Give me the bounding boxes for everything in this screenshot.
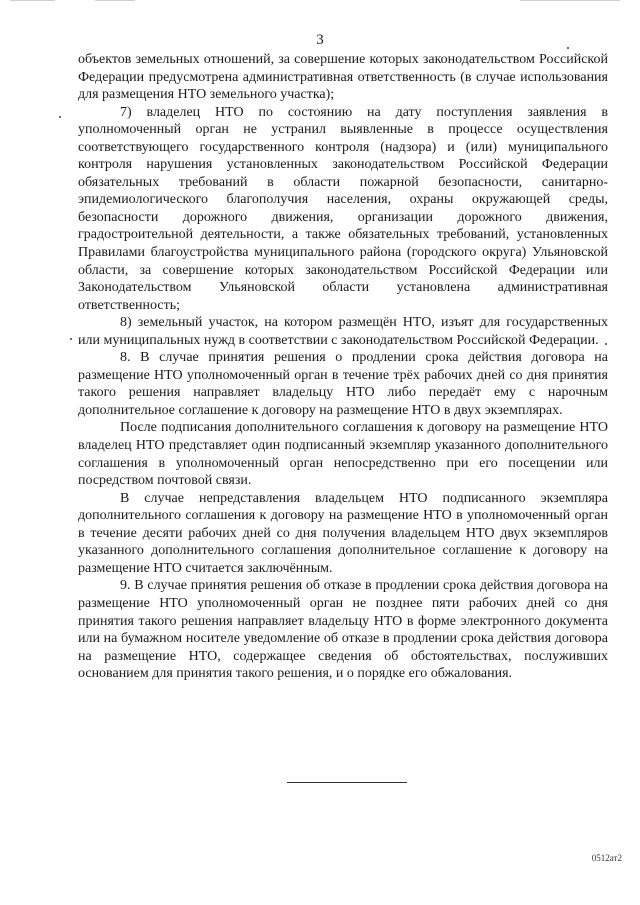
paragraph-clause-8: 8. В случае принятия решения о продлении срока действия договора на размещение НТО уполномоченный орган в течение трёх рабочих дней со дня принятия такого решения направляет владельцу НТО либо передаёт ему с нарочным дополнительное соглашение к договору на размещение НТО в двух экземплярах. <box>78 350 608 418</box>
paragraph-clause-9: 9. В случае принятия решения об отказе в продлении срока действия договора на размещение НТО уполномоченный орган не позднее пяти рабочих дней со дня принятия такого решения направляет владельцу НТО в форме электронного документа или на бумажном носителе уведомление об отказе в продлении срока действия договора на размещение НТО, содержащее сведения об обстоятельствах, послуживших основанием для принятия такого решения, и о порядке его обжалования. <box>78 578 608 682</box>
scan-speck <box>70 338 72 340</box>
page-number: 3 <box>316 32 324 48</box>
scan-edge-right <box>520 0 620 1</box>
scan-speck <box>59 116 61 118</box>
end-separator-line <box>287 782 407 783</box>
document-code: 0512ат2 <box>591 853 622 863</box>
scan-edge-mid <box>95 0 135 1</box>
paragraph-non-submission: В случае непредставления владельцем НТО подписанного экземпляра дополнительного соглашения к договору на размещение НТО в уполномоченный орган в течение десяти рабочих дней со дня получения владельцем НТО двух экземпляров указанного дополнительного соглашения дополнительное соглашение к договору на размещение НТО считается заключённым. <box>78 490 608 576</box>
paragraph-after-signing: После подписания дополнительного соглашения к договору на размещение НТО владелец НТО представляет один подписанный экземпляр указанного дополнительного соглашения в уполномоченный орган непосредственно при его посещении или посредством почтовой связи. <box>78 420 608 489</box>
paragraph-continuation: объектов земельных отношений, за совершение которых законодательством Российской Федерации предусмотрена административная ответственность (в случае использования для размещения НТО земельного участка); <box>78 52 608 103</box>
document-body <box>78 51 608 683</box>
paragraph-item-8: 8) земельный участок, на котором размещён НТО, изъят для государственных или муниципальных нужд в соответствии с законодательством Российской Федерации. <box>78 315 608 348</box>
paragraph-item-7: 7) владелец НТО по состоянию на дату поступления заявления в уполномоченный орган не устранил выявленные в процессе осуществления соответствующего государственного контроля (надзора) и (или) муниципального контроля нарушения установленных законодательством Российской Федерации обязательных требований в области пожарной безопасности, санитарно-эпидемиологического благополучия населения, охраны окружающей среды, безопасности дорожного движения, организации дорожного движения, градостроительной деятельности, а также обязательных требований, установленных Правилами благоустройства муниципального района (городского округа) Ульяновской области, за совершение которых законодательством Российской Федерации или Законодательством Ульяновской области установлена административная ответственность; <box>78 104 608 313</box>
scan-edge-left <box>10 0 55 1</box>
